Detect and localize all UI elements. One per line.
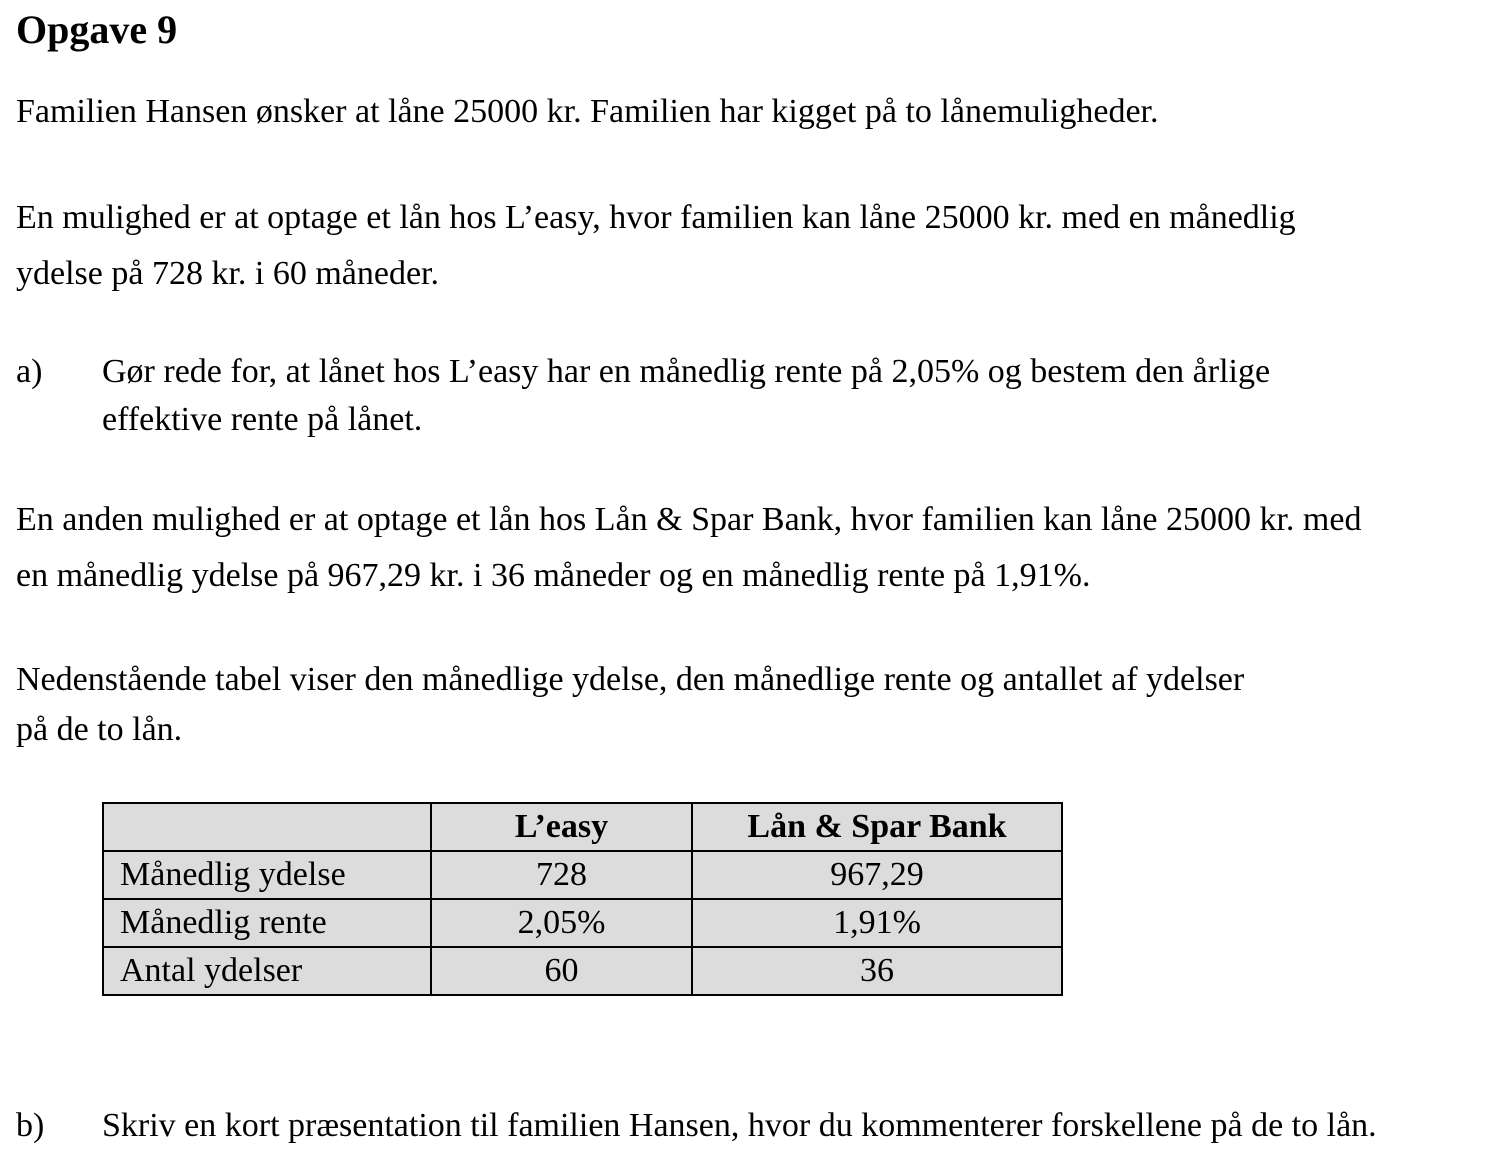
table-header-leasy: L’easy	[431, 803, 692, 851]
table-row	[103, 851, 1062, 899]
leasy-value: 728	[431, 851, 692, 899]
table-row	[103, 947, 1062, 995]
page-title: Opgave 9	[16, 7, 178, 52]
task-b-label: b)	[16, 1107, 45, 1144]
table-header-bank: Lån & Spar Bank	[692, 803, 1062, 851]
task-b-line-1: Skriv en kort præsentation til familien Hansen, hvor du kommenterer forskellene på de to lån.	[102, 1107, 1377, 1144]
bank-value: 36	[692, 947, 1062, 995]
table-intro-line-2: på de to lån.	[16, 711, 183, 748]
leasy-value: 2,05%	[431, 899, 692, 947]
task-a-label: a)	[16, 353, 43, 390]
row-label: Månedlig ydelse	[103, 851, 431, 899]
task-a-line-2: effektive rente på lånet.	[102, 401, 423, 438]
table-header-empty	[103, 803, 431, 851]
bank-paragraph-line-2: en månedlig ydelse på 967,29 kr. i 36 måneder og en månedlig rente på 1,91%.	[16, 557, 1091, 594]
intro-paragraph: Familien Hansen ønsker at låne 25000 kr. Familien har kigget på to lånemuligheder.	[16, 93, 1159, 130]
bank-value: 967,29	[692, 851, 1062, 899]
task-a-line-1: Gør rede for, at lånet hos L’easy har en månedlig rente på 2,05% og bestem den årlige	[102, 353, 1271, 390]
table-row	[103, 899, 1062, 947]
table-header-row	[103, 803, 1062, 851]
loan-comparison-table	[102, 802, 1063, 996]
leasy-value: 60	[431, 947, 692, 995]
table-intro-line-1: Nedenstående tabel viser den månedlige ydelse, den månedlige rente og antallet af ydelser	[16, 661, 1245, 698]
row-label: Antal ydelser	[103, 947, 431, 995]
leasy-paragraph-line-2: ydelse på 728 kr. i 60 måneder.	[16, 255, 440, 292]
bank-paragraph-line-1: En anden mulighed er at optage et lån hos Lån & Spar Bank, hvor familien kan låne 25000 kr. med	[16, 501, 1362, 538]
leasy-paragraph-line-1: En mulighed er at optage et lån hos L’easy, hvor familien kan låne 25000 kr. med en månedlig	[16, 199, 1296, 236]
bank-value: 1,91%	[692, 899, 1062, 947]
row-label: Månedlig rente	[103, 899, 431, 947]
